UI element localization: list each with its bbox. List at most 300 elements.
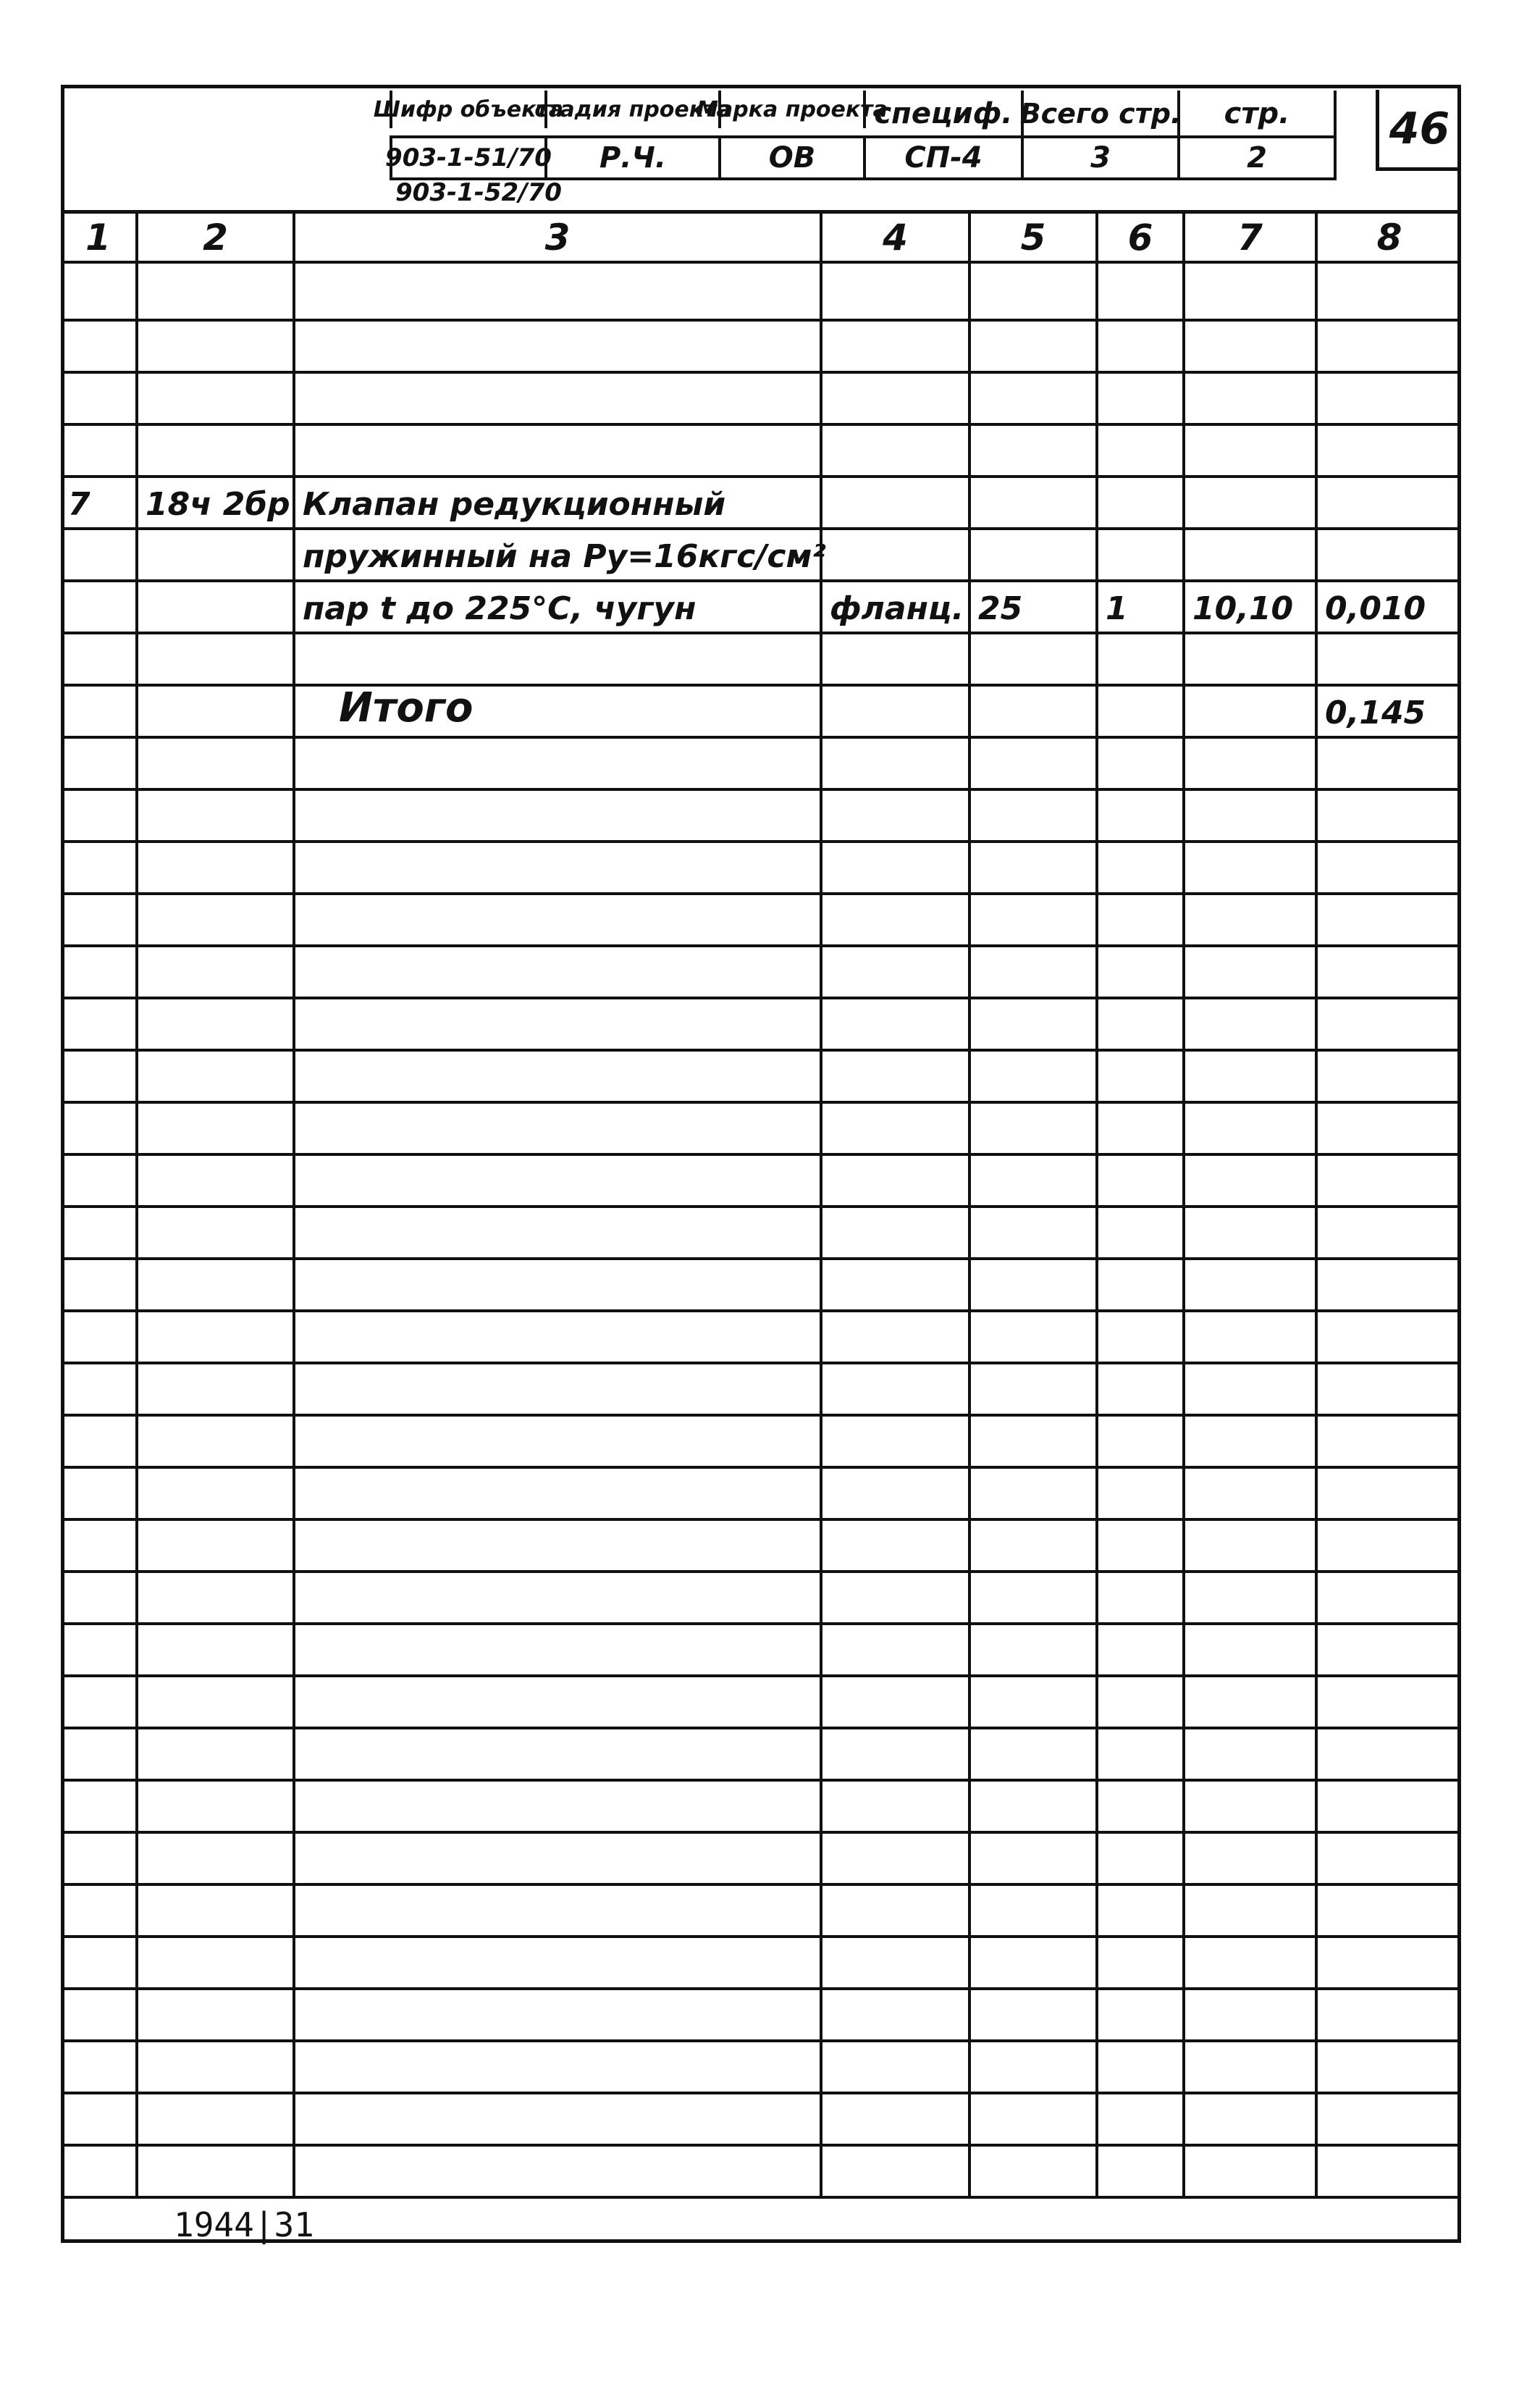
table-cell [61, 895, 138, 944]
table-cell [822, 1417, 971, 1466]
table-cell [971, 1208, 1098, 1257]
table-cell [1098, 1625, 1185, 1674]
table-cell [61, 374, 138, 423]
table-cell [1185, 478, 1318, 527]
table-row [61, 1729, 1461, 1782]
table-cell [822, 1260, 971, 1309]
table-row [61, 2147, 1461, 2199]
table-cell [1185, 1260, 1318, 1309]
table-cell [1318, 1782, 1461, 1831]
table-cell [971, 1156, 1098, 1205]
table-cell [1318, 1834, 1461, 1883]
table-cell [1098, 374, 1185, 423]
table-cell [971, 687, 1098, 736]
table-cell [1098, 264, 1185, 319]
table-cell [61, 530, 138, 579]
table-cell [61, 582, 138, 632]
table-cell [1098, 1208, 1185, 1257]
table-cell [1185, 1104, 1318, 1153]
table-cell: Итого [295, 687, 822, 736]
table-cell [295, 1782, 822, 1831]
column-header: 5 [971, 214, 1098, 261]
table-row [61, 999, 1461, 1052]
table-cell [1098, 1104, 1185, 1153]
column-header: 1 [61, 214, 138, 261]
table-cell [1185, 1469, 1318, 1518]
column-header: 3 [295, 214, 822, 261]
table-cell [295, 1417, 822, 1466]
table-cell [1098, 687, 1185, 736]
table-cell [61, 1208, 138, 1257]
value-total-pages: 3 [1024, 138, 1180, 177]
table-cell [61, 1886, 138, 1935]
table-row [61, 1573, 1461, 1625]
table-cell [61, 1156, 138, 1205]
table-cell [822, 895, 971, 944]
table-cell [61, 1052, 138, 1101]
table-cell [1185, 1312, 1318, 1362]
table-cell [295, 264, 822, 319]
table-cell [295, 2094, 822, 2144]
table-cell [1318, 791, 1461, 840]
table-cell [1185, 1886, 1318, 1935]
table-cell [295, 791, 822, 840]
table-cell [138, 1260, 295, 1309]
table-cell [971, 1938, 1098, 1987]
table-cell [1318, 1104, 1461, 1153]
table-cell [1318, 1938, 1461, 1987]
table-cell [971, 2042, 1098, 2092]
table-cell [1318, 1990, 1461, 2039]
table-cell [822, 843, 971, 892]
table-cell [1098, 1729, 1185, 1779]
table-cell [1318, 530, 1461, 579]
sheet-number: 46 [1376, 90, 1460, 171]
table-cell [971, 895, 1098, 944]
table-cell [822, 530, 971, 579]
table-cell [971, 530, 1098, 579]
table-cell [295, 1364, 822, 1414]
table-cell [1098, 1782, 1185, 1831]
table-row [61, 1886, 1461, 1938]
table-cell [1185, 687, 1318, 736]
table-row [61, 1990, 1461, 2042]
table-cell [61, 1104, 138, 1153]
table-cell [1185, 2094, 1318, 2144]
table-cell [1185, 1782, 1318, 1831]
table-cell [1098, 530, 1185, 579]
table-cell [1098, 1521, 1185, 1570]
table-cell [1185, 999, 1318, 1049]
table-row [61, 264, 1461, 322]
table-cell [295, 1990, 822, 2039]
table-cell [1098, 947, 1185, 997]
table-cell [971, 264, 1098, 319]
table-cell: 7 [61, 478, 138, 527]
table-cell [1098, 1990, 1185, 2039]
table-cell [295, 634, 822, 684]
value-page: 2 [1180, 138, 1337, 177]
table-cell: 25 [971, 582, 1098, 632]
table-cell [1098, 1312, 1185, 1362]
table-row [61, 1677, 1461, 1729]
table-cell [822, 1104, 971, 1153]
table-cell [1185, 1990, 1318, 2039]
table-cell [138, 999, 295, 1049]
table-cell [822, 2094, 971, 2144]
table-cell [138, 791, 295, 840]
table-cell [971, 1677, 1098, 1727]
table-cell [1098, 999, 1185, 1049]
table-cell [1318, 634, 1461, 684]
table-cell [295, 1834, 822, 1883]
table-cell [1098, 322, 1185, 371]
table-cell [822, 1938, 971, 1987]
table-cell [822, 426, 971, 475]
table-cell [1318, 1521, 1461, 1570]
table-cell [971, 1312, 1098, 1362]
table-cell [971, 634, 1098, 684]
column-header: 8 [1376, 216, 1402, 259]
table-cell [295, 1729, 822, 1779]
table-cell [1098, 2042, 1185, 2092]
table-cell [822, 1521, 971, 1570]
table-cell [1098, 1417, 1185, 1466]
table-cell [1098, 1260, 1185, 1309]
table-cell [295, 999, 822, 1049]
table-cell [61, 843, 138, 892]
table-cell [61, 1990, 138, 2039]
table-cell [61, 791, 138, 840]
table-cell [1318, 1677, 1461, 1727]
table-cell [1098, 2147, 1185, 2196]
table-cell: фланц. [822, 582, 971, 632]
table-cell [1318, 264, 1461, 319]
table-cell [1318, 426, 1461, 475]
table-cell [822, 1312, 971, 1362]
table-cell [971, 1469, 1098, 1518]
table-cell: 10,10 [1185, 582, 1318, 632]
table-cell [1098, 1834, 1185, 1883]
table-cell [61, 1417, 138, 1466]
table-cell [1318, 2147, 1461, 2196]
table-cell [138, 1208, 295, 1257]
table-cell [138, 947, 295, 997]
table-cell [1098, 1364, 1185, 1414]
table-cell [1185, 947, 1318, 997]
label-spec: специф. [866, 91, 1024, 137]
table-cell [971, 322, 1098, 371]
table-cell: 1 [1098, 582, 1185, 632]
table-cell [822, 687, 971, 736]
table-cell [971, 739, 1098, 788]
table-cell [1185, 895, 1318, 944]
table-cell [971, 1834, 1098, 1883]
table-row [61, 1364, 1461, 1417]
table-cell [138, 322, 295, 371]
table-cell [295, 1312, 822, 1362]
table-cell [971, 1364, 1098, 1414]
table-cell [822, 947, 971, 997]
table-cell [1318, 1260, 1461, 1309]
table-cell [61, 947, 138, 997]
table-cell [295, 1208, 822, 1257]
table-cell [971, 374, 1098, 423]
table-cell [61, 1260, 138, 1309]
table-cell [138, 1364, 295, 1414]
table-row [61, 1521, 1461, 1573]
table-row [61, 2042, 1461, 2094]
table-cell [1098, 1886, 1185, 1935]
table-cell [1318, 1729, 1461, 1779]
table-cell [971, 1260, 1098, 1309]
table-cell [1185, 1521, 1318, 1570]
table-cell [61, 1469, 138, 1518]
table-cell [1318, 1886, 1461, 1935]
table-row [61, 1052, 1461, 1104]
table-row [61, 634, 1461, 687]
table-cell [1098, 1052, 1185, 1101]
table-cell [295, 322, 822, 371]
table-cell [138, 687, 295, 736]
table-cell [1185, 1729, 1318, 1779]
table-cell [295, 1625, 822, 1674]
table-cell [138, 530, 295, 579]
table-cell [971, 2094, 1098, 2144]
table-cell [1318, 1364, 1461, 1414]
table-cell [1185, 1156, 1318, 1205]
table-cell [61, 1573, 138, 1622]
label-total-pages: Всего стр. [1024, 91, 1180, 137]
table-cell [61, 739, 138, 788]
table-cell [295, 2147, 822, 2196]
table-cell [295, 1260, 822, 1309]
table-cell [1318, 1469, 1461, 1518]
table-cell [295, 1677, 822, 1727]
table-cell [1318, 1156, 1461, 1205]
table-row [61, 374, 1461, 426]
table-row [61, 530, 1461, 582]
table-cell [295, 2042, 822, 2092]
table-cell [1318, 947, 1461, 997]
table-cell [822, 1729, 971, 1779]
table-cell [61, 687, 138, 736]
table-cell [1185, 1573, 1318, 1622]
table-cell: пар t до 225°С, чугун [295, 582, 822, 632]
table-cell [1098, 1938, 1185, 1987]
table-cell [138, 426, 295, 475]
label-mark: Марка проекта [721, 91, 866, 128]
table-cell: 0,145 [1325, 695, 1426, 731]
table-cell [295, 1886, 822, 1935]
table-row [61, 1312, 1461, 1364]
table-cell [822, 999, 971, 1049]
table-cell [61, 1938, 138, 1987]
table-cell [138, 1312, 295, 1362]
table-cell [1318, 843, 1461, 892]
value-stage: Р.Ч. [547, 138, 721, 177]
table-cell [1318, 2042, 1461, 2092]
table-cell [138, 1625, 295, 1674]
table-row [61, 1417, 1461, 1469]
column-header: 7 [1185, 214, 1318, 261]
table-cell [971, 1573, 1098, 1622]
table-cell [822, 1208, 971, 1257]
table-cell [138, 895, 295, 944]
table-cell [61, 1729, 138, 1779]
table-cell [138, 1573, 295, 1622]
table-row [61, 1938, 1461, 1990]
table-cell [138, 843, 295, 892]
table-cell [1318, 739, 1461, 788]
table-cell [971, 2147, 1098, 2196]
table-cell [295, 1156, 822, 1205]
table-cell [822, 264, 971, 319]
table-row [61, 1782, 1461, 1834]
table-cell [1098, 426, 1185, 475]
table-cell [295, 1521, 822, 1570]
table-header-row [61, 210, 1461, 264]
table-cell [1318, 322, 1461, 371]
table-cell [971, 947, 1098, 997]
table-cell [1185, 1677, 1318, 1727]
table-cell [138, 739, 295, 788]
table-row [61, 791, 1461, 843]
table-cell [1098, 2094, 1185, 2144]
table-cell [971, 1521, 1098, 1570]
table-cell [1098, 1469, 1185, 1518]
table-row [61, 1469, 1461, 1521]
table-cell [1185, 1052, 1318, 1101]
table-row [61, 1104, 1461, 1156]
table-row [61, 895, 1461, 947]
table-cell [1318, 1312, 1461, 1362]
value-mark: ОВ [721, 138, 866, 177]
table-cell [822, 1573, 971, 1622]
table-cell [1185, 2147, 1318, 2196]
table-cell [1185, 2042, 1318, 2092]
label-stage: стадия проекта [547, 91, 721, 128]
table-row [61, 684, 1461, 739]
table-row [61, 1625, 1461, 1677]
table-cell [971, 478, 1098, 527]
table-cell [822, 1677, 971, 1727]
table-cell [138, 1052, 295, 1101]
table-cell [138, 1886, 295, 1935]
table-cell [61, 1312, 138, 1362]
table-cell [138, 1782, 295, 1831]
table-row [61, 843, 1461, 895]
table-cell [1185, 634, 1318, 684]
table-cell [822, 322, 971, 371]
table-cell [61, 322, 138, 371]
table-row [61, 478, 1461, 530]
table-cell [822, 478, 971, 527]
table-cell [61, 1364, 138, 1414]
table-cell [138, 2147, 295, 2196]
table-cell [295, 1052, 822, 1101]
table-cell [971, 426, 1098, 475]
table-row [61, 322, 1461, 374]
table-cell [971, 1104, 1098, 1153]
table-cell [61, 264, 138, 319]
table-cell [822, 739, 971, 788]
table-cell [1185, 1208, 1318, 1257]
table-row [61, 426, 1461, 478]
table-cell [1098, 791, 1185, 840]
value-spec: СП-4 [866, 138, 1024, 177]
archive-stamp: 1944|31 [174, 2205, 314, 2244]
table-cell [822, 1990, 971, 2039]
table-cell [138, 634, 295, 684]
table-cell [1185, 426, 1318, 475]
table-row [61, 582, 1461, 634]
table-cell [61, 2147, 138, 2196]
table-cell [1098, 895, 1185, 944]
table-row [61, 1156, 1461, 1208]
table-cell [61, 999, 138, 1049]
label-cipher: Шифр объекта [390, 91, 547, 128]
table-cell [1318, 374, 1461, 423]
table-cell [1185, 1364, 1318, 1414]
table-cell [295, 895, 822, 944]
table-cell [1318, 1573, 1461, 1622]
table-cell [138, 1156, 295, 1205]
table-cell [295, 1104, 822, 1153]
spec-table [61, 210, 1461, 2199]
table-cell [61, 1677, 138, 1727]
table-cell [61, 2094, 138, 2144]
table-cell [971, 999, 1098, 1049]
table-cell [822, 1469, 971, 1518]
table-cell [822, 1886, 971, 1935]
table-cell: пружинный на Ру=16кгс/см² [295, 530, 822, 579]
table-cell [295, 1469, 822, 1518]
table-cell [971, 1417, 1098, 1466]
table-cell [1318, 1417, 1461, 1466]
table-cell [822, 791, 971, 840]
table-cell: 18ч 2бр [138, 478, 295, 527]
table-cell [138, 374, 295, 423]
table-cell [138, 2042, 295, 2092]
table-cell [971, 1990, 1098, 2039]
table-cell [822, 2042, 971, 2092]
table-cell [1185, 322, 1318, 371]
table-cell [138, 264, 295, 319]
table-cell [971, 1625, 1098, 1674]
table-cell: 0,010 [1325, 590, 1426, 627]
column-header: 6 [1098, 214, 1185, 261]
table-cell [822, 1156, 971, 1205]
table-cell [295, 947, 822, 997]
table-cell [971, 1052, 1098, 1101]
table-cell [61, 634, 138, 684]
table-cell [1098, 843, 1185, 892]
table-cell [971, 1886, 1098, 1935]
table-cell [61, 1782, 138, 1831]
table-cell [138, 1834, 295, 1883]
table-cell [1185, 1834, 1318, 1883]
table-cell [822, 1052, 971, 1101]
table-cell [822, 2147, 971, 2196]
table-cell [295, 843, 822, 892]
table-cell [295, 739, 822, 788]
table-cell [138, 1677, 295, 1727]
table-row [61, 2094, 1461, 2147]
value-cipher-alt: 903-1-52/70 [395, 178, 562, 207]
table-cell [138, 582, 295, 632]
table-cell [1185, 739, 1318, 788]
